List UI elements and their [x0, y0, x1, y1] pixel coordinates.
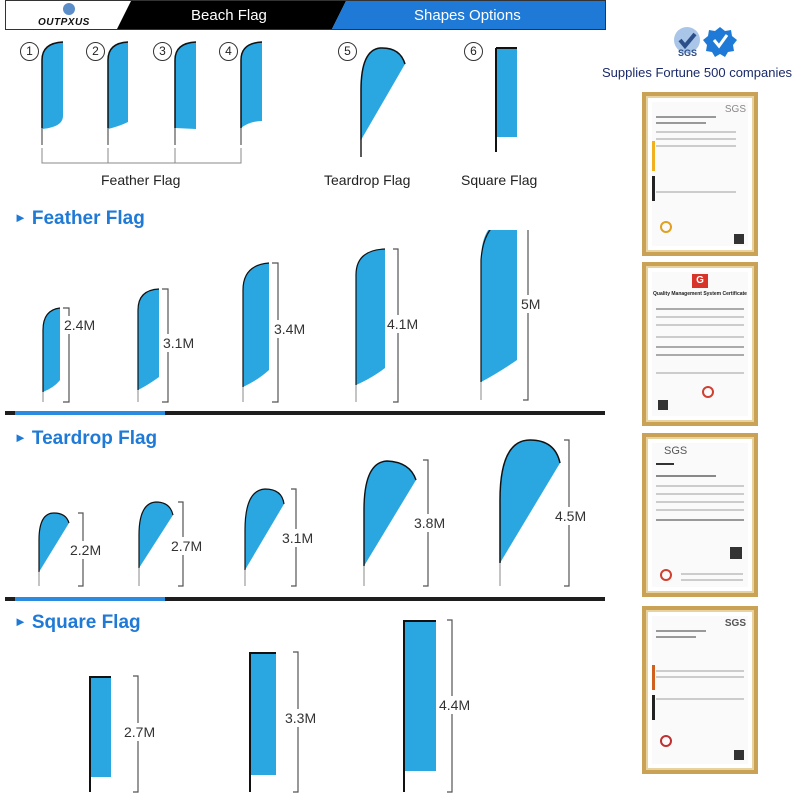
- certificate-2[interactable]: G Quality Management System Certificate: [642, 262, 758, 426]
- caption-teardrop-flag: Teardrop Flag: [324, 172, 411, 188]
- size-label: 4.5M: [555, 508, 587, 524]
- caption-feather-flag: Feather Flag: [101, 172, 181, 188]
- size-label: 3.3M: [285, 710, 317, 726]
- size-label: 4.4M: [439, 697, 471, 713]
- feather-flag-icon: [108, 42, 128, 145]
- feather-flag-icon: [42, 42, 63, 145]
- teardrop-flag-icon: [361, 48, 405, 157]
- size-label: 2.4M: [64, 317, 96, 333]
- shape-number-6: 6: [464, 42, 483, 61]
- section-divider: [5, 411, 605, 415]
- caption-square-flag: Square Flag: [461, 172, 538, 188]
- tab-shapes-options[interactable]: Shapes Options: [414, 7, 521, 24]
- brand-logo: OUTPXUS: [38, 17, 90, 28]
- fortune-500-tagline: Supplies Fortune 500 companies: [602, 65, 793, 80]
- square-flag-icon: [496, 48, 517, 152]
- certification-badges: [670, 25, 740, 60]
- chevron-right-icon: ►: [14, 210, 27, 225]
- certificate-4[interactable]: SGS: [642, 606, 758, 774]
- feather-flag-5m: [481, 230, 528, 400]
- size-label: 4.1M: [387, 316, 419, 332]
- feather-flag-icon: [175, 42, 196, 145]
- svg-text:SGS: SGS: [678, 48, 698, 58]
- chevron-right-icon: ►: [14, 430, 27, 445]
- verified-badge-icon: [703, 27, 737, 57]
- certificate-3[interactable]: SGS: [642, 433, 758, 597]
- feather-flag-3-4m: [243, 263, 278, 402]
- feather-flag-icon: [241, 42, 262, 145]
- shape-number-2: 2: [86, 42, 105, 61]
- size-label: 3.4M: [274, 321, 306, 337]
- tab-beach-flag[interactable]: Beach Flag: [191, 7, 267, 24]
- size-label: 2.7M: [124, 724, 156, 740]
- overview-flags: [0, 0, 600, 200]
- section-title-teardrop: ► Teardrop Flag: [14, 428, 158, 449]
- section-title-feather: ► Feather Flag: [14, 208, 145, 229]
- size-label: 3.1M: [282, 530, 314, 546]
- size-label: 2.2M: [70, 542, 102, 558]
- square-size-diagram: [0, 600, 600, 800]
- shape-number-4: 4: [219, 42, 238, 61]
- size-label: 5M: [521, 296, 541, 312]
- shape-number-5: 5: [338, 42, 357, 61]
- certificate-1[interactable]: SGS: [642, 92, 758, 256]
- shape-number-3: 3: [153, 42, 172, 61]
- teardrop-size-diagram: [0, 420, 600, 590]
- shape-number-1: 1: [20, 42, 39, 61]
- chevron-right-icon: ►: [14, 614, 27, 629]
- size-label: 3.8M: [414, 515, 446, 531]
- size-label: 2.7M: [171, 538, 203, 554]
- section-title-square: ► Square Flag: [14, 612, 141, 633]
- size-label: 3.1M: [163, 335, 195, 351]
- sgs-badge-icon: [674, 27, 700, 58]
